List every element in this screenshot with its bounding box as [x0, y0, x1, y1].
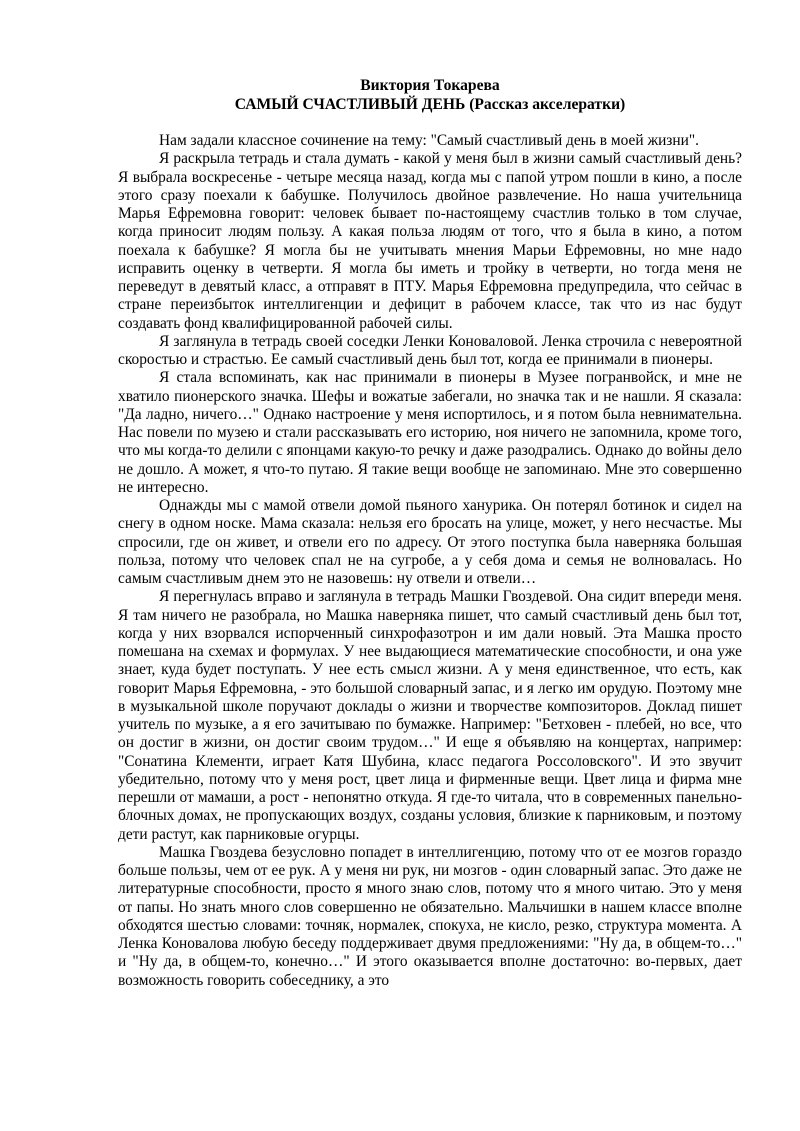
document-body — [118, 132, 742, 990]
document-header — [118, 76, 742, 114]
paragraph: Я заглянула в тетрадь своей соседки Ленки Коноваловой. Ленка строчила с невероятной скоростью и страстью. Ее самый счастливый день был тот, когда ее принимали в пионеры. — [118, 332, 742, 368]
story-title: САМЫЙ СЧАСТЛИВЫЙ ДЕНЬ (Рассказ акселератки) — [234, 96, 626, 113]
paragraph: Машка Гвоздева безусловно попадет в интеллигенцию, потому что от ее мозгов гораздо больше пользы, чем от ее рук. А у меня ни рук, ни мозгов - один словарный запас. Это даже не литературные способности, просто я много знаю слов, потому что я много читаю. Это у меня от папы. Но знать много слов совершенно не обязательно. Мальчишки в нашем классе вполне обходятся шестью словами: точняк, нормалек, спокуха, не кисло, резко, структура момента. А Ленка Коновалова любую беседу поддерживает двумя предложениями: "Ну да, в общем-то…" и "Ну да, в общем-то, конечно…" И этого оказывается вполне достаточно: во-первых, дает возможность говорить собеседнику, а это — [118, 843, 742, 989]
paragraph: Однажды мы с мамой отвели домой пьяного ханурика. Он потерял ботинок и сидел на снегу в одном носке. Мама сказала: нельзя его бросать на улице, может, у него несчастье. Мы спросили, где он живет, и отвели его по адресу. От этого поступка была наверняка большая польза, потому что человек спал не на сугробе, а у себя дома и семья не волновалась. Но самым счастливым днем это не назовешь: ну отвели и отвели… — [118, 497, 742, 587]
paragraph: Я раскрыла тетрадь и стала думать - какой у меня был в жизни самый счастливый день? Я выбрала воскресенье - четыре месяца назад, когда мы с папой утром пошли в кино, а после этого сразу поехали к бабушке. Получилось двойное развлечение. Но наша учительница Марья Ефремовна говорит: человек бывает по-настоящему счастлив только в том случае, когда приносит людям пользу. А какая польза людям от того, что я была в кино, а потом поехала к бабушке? Я могла бы не учитывать мнения Марьи Ефремовны, но мне надо исправить оценку в четверти. Я могла бы иметь и тройку в четверти, но тогда меня не переведут в девятый класс, а отправят в ПТУ. Марья Ефремовна предупредила, что сейчас в стране переизбыток интеллигенции и дефицит в рабочем классе, так что из нас будут создавать фонд квалифицированной рабочей силы. — [118, 150, 742, 332]
paragraph: Я перегнулась вправо и заглянула в тетрадь Машки Гвоздевой. Она сидит впереди меня. Я там ничего не разобрала, но Машка наверняка пишет, что самый счастливый день был тот, когда у них взорвался испорченный синхрофазотрон и им дали новый. Эта Машка просто помешана на схемах и формулах. У нее выдающиеся математические способности, и она уже знает, куда будет поступать. У нее есть смысл жизни. А у меня единственное, что есть, как говорит Марья Ефремовна, - это большой словарный запас, и я легко им орудую. Поэтому мне в музыкальной школе поручают доклады о жизни и творчестве композиторов. Доклад пишет учитель по музыке, а я его зачитываю по бумажке. Например: "Бетховен - плебей, но все, что он достиг в жизни, он достиг своим трудом…" И еще я объявляю на концертах, например: "Сонатина Клементи, играет Катя Шубина, класс педагога Россоловского". И это звучит убедительно, потому что у меня рост, цвет лица и фирменные вещи. Цвет лица и фирма мне перешли от мамаши, а рост - непонятно откуда. Я где-то читала, что в современных панельно-блочных домах, не пропускающих воздух, созданы условия, близкие к парниковым, и поэтому дети растут, как парниковые огурцы. — [118, 588, 742, 843]
paragraph: Я стала вспоминать, как нас принимали в пионеры в Музее погранвойск, и мне не хватило пионерского значка. Шефы и вожатые забегали, но значка так и не нашли. Я сказала: "Да ладно, ничего…" Однако настроение у меня испортилось, и я потом была невнимательна. Нас повели по музею и стали рассказывать его историю, ноя ничего не запомнила, кроме того, что мы когда-то делили с японцами какую-то речку и даже разодрались. Однако до войны дело не дошло. А может, я что-то путаю. Я такие вещи вообще не запоминаю. Мне это совершенно не интересно. — [118, 369, 742, 496]
author-name: Виктория Токарева — [360, 77, 500, 94]
paragraph: Нам задали классное сочинение на тему: "Самый счастливый день в моей жизни". — [159, 132, 699, 149]
